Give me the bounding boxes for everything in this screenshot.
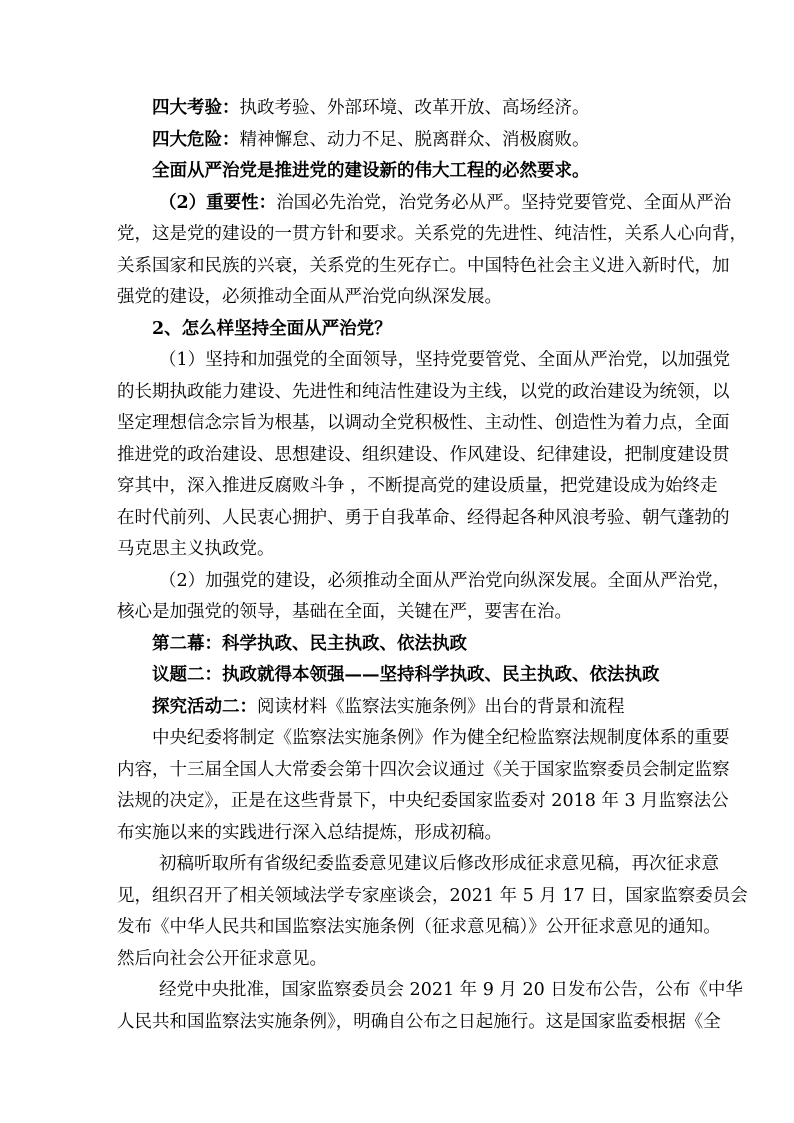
paragraph-line xyxy=(117,188,732,220)
paragraph-line: （1）坚持和加强党的全面领导，坚持党要管党、全面从严治党，以加强党 xyxy=(159,350,731,370)
paragraph-line xyxy=(117,93,684,125)
line-text: 执政考验、外部环境、改革开放、高场经济。 xyxy=(239,98,590,118)
paragraph-line: 推进党的政治建设、思想建设、组织建设、作风建设、纪律建设，把制度建设贯 xyxy=(117,444,730,465)
paragraph-line: 经党中央批准，国家监察委员会 2021 年 9 月 20 日发布公告，公布《中华 xyxy=(159,980,743,1000)
paragraph-line: 然后向社会公开征求意见。 xyxy=(117,948,327,969)
paragraph-line: 人民共和国监察法实施条例》，明确自公布之日起施行。这是国家监委根据《全 xyxy=(117,1011,721,1032)
section-heading: 2、怎么样坚持全面从严治党？ xyxy=(152,318,392,339)
paragraph-line: 在时代前列、人民衷心拥护、勇于自我革命、经得起各种风浪考验、朝气蓬勃的 xyxy=(117,507,730,528)
bold-label: 四大考验： xyxy=(152,98,240,118)
topic-heading: 议题二：执政就得本领强——坚持科学执政、民主执政、依法执政 xyxy=(152,665,660,685)
paragraph-line xyxy=(117,125,684,157)
bold-label: 四大危险： xyxy=(152,129,240,150)
line-text: 治国必先治党，治党务必从严。坚持党要管党、全面从严治 xyxy=(276,192,732,213)
paragraph-line: 见，组织召开了相关领域法学专家座谈会，2021 年 5 月 17 日，国家监察委员会 xyxy=(117,885,748,906)
act-heading: 第二幕：科学执政、民主执政、依法执政 xyxy=(152,633,467,654)
paragraph-line: 马克思主义执政党。 xyxy=(117,539,275,559)
paragraph-line: 内容，十三届全国人大常委会第十四次会议通过《关于国家监察委员会制定监察 xyxy=(117,759,730,780)
paragraph-line: 强党的建设，必须推动全面从严治党向纵深发展。 xyxy=(117,287,502,307)
line-text: 阅读材料《监察法实施条例》出台的背景和流程 xyxy=(257,696,625,717)
paragraph-line: 关系国家和民族的兴衰，关系党的生死存亡。中国特色社会主义进入新时代，加 xyxy=(117,255,730,276)
paragraph-line: 布实施以来的实践进行深入总结提炼，形成初稿。 xyxy=(117,822,502,843)
paragraph-line: 的长期执政能力建设、先进性和纯洁性建设为主线，以党的政治建设为统领，以 xyxy=(117,381,730,402)
paragraph-line: 初稿听取所有省级纪委监委意见建议后修改形成征求意见稿，再次征求意 xyxy=(159,854,719,874)
paragraph-line: 党，这是党的建设的一贯方针和要求。关系党的先进性、纯洁性，关系人心向背， xyxy=(117,224,747,244)
line-text: 精神懈怠、动力不足、脱离群众、消极腐败。 xyxy=(239,129,590,150)
paragraph-line: 中央纪委将制定《监察法实施条例》作为健全纪检监察法规制度体系的重要 xyxy=(152,728,730,748)
paragraph-line: 穿其中，深入推进反腐败斗争 ，不断提高党的建设质量，把党建设成为始终走 xyxy=(117,476,718,496)
paragraph-line: 发布《中华人民共和国监察法实施条例（征求意见稿）》公开征求意见的通知。 xyxy=(117,917,721,937)
paragraph-line: 坚定理想信念宗旨为根基，以调动全党积极性、主动性、创造性为着力点，全面 xyxy=(117,413,730,433)
paragraph-line xyxy=(117,692,684,724)
paragraph-line: 核心是加强党的领导，基础在全面，关键在严，要害在治。 xyxy=(117,602,572,622)
paragraph-line: 法规的决定》，正是在这些背景下，中央纪委国家监委对 2018 年 3 月监察法公 xyxy=(117,791,729,811)
paragraph-line: （2）加强党的建设，必须推动全面从严治党向纵深发展。全面从严治党， xyxy=(159,570,731,591)
bold-label: （2）重要性： xyxy=(159,192,277,213)
bold-label: 探究活动二： xyxy=(152,696,257,717)
heading-line: 全面从严治党是推进党的建设新的伟大工程的必然要求。 xyxy=(152,161,590,181)
